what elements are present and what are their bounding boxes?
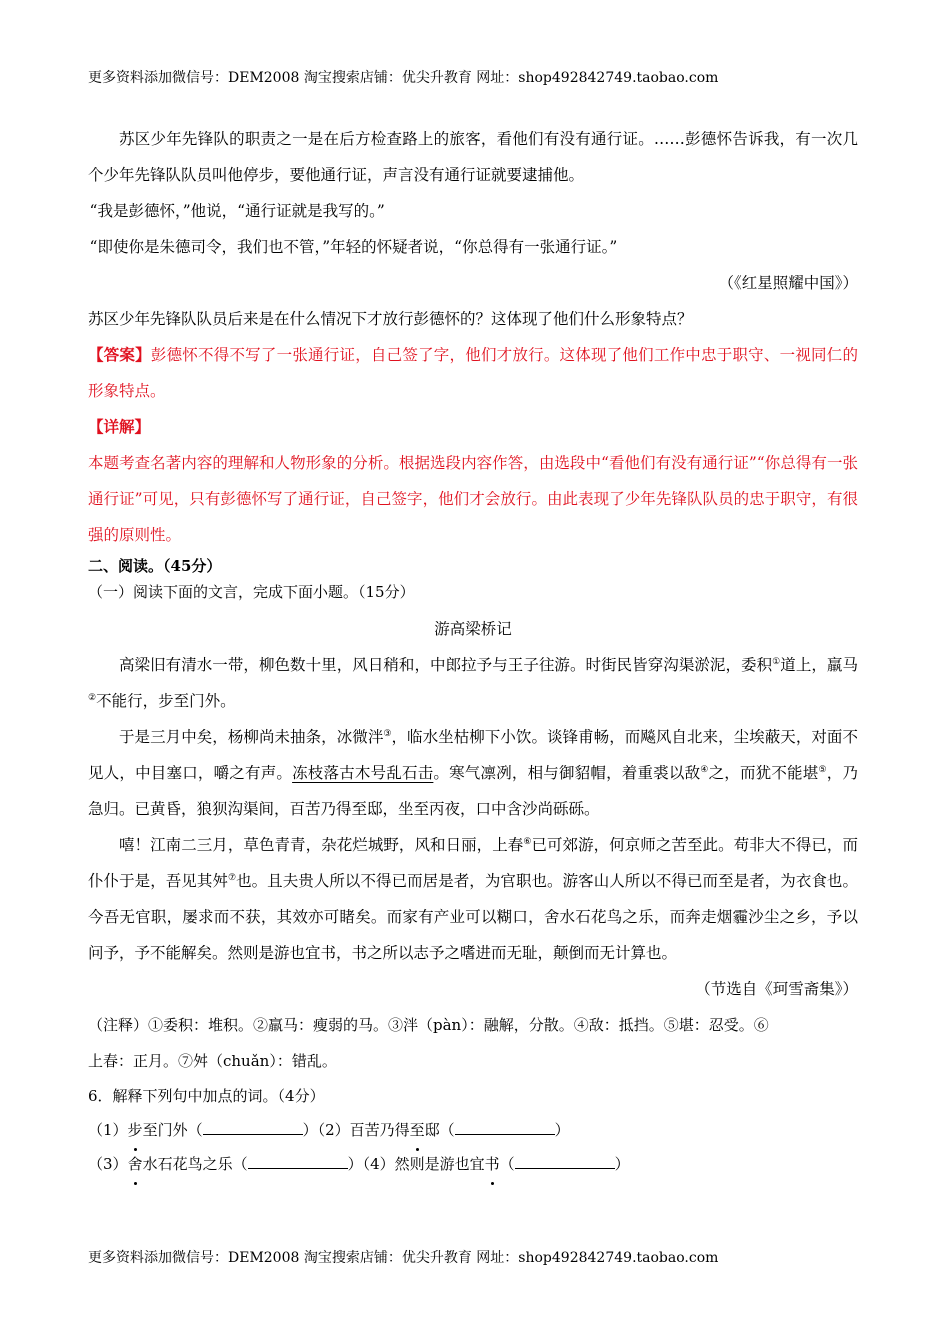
text-run: 。寒气凛冽，相与御貂帽，着重裘以敌 (433, 764, 701, 782)
underlined-sentence: 冻枝落古木号乱石击 (292, 764, 434, 782)
text-run: 水石花鸟之乐（ (142, 1155, 248, 1173)
text-run: ） (614, 1155, 630, 1173)
note-mark: ① (772, 656, 781, 667)
answer-blank-2[interactable] (455, 1118, 555, 1135)
answer-blank-3[interactable] (248, 1152, 348, 1169)
answer-blank-1[interactable] (203, 1118, 303, 1135)
text-run: 不能行，步至门外。 (96, 692, 236, 710)
detail-label: 【详解】 (88, 417, 151, 436)
text-run: 已可郊游，何京师之苦至此。苟非大不得已，而仆仆于是，吾见其舛 (88, 836, 858, 890)
page-header: 更多资料添加微信号：DEM2008 淘宝搜索店铺：优尖升教育 网址：shop492842749.taobao.com (88, 70, 719, 86)
text-run: 也。且夫贵人所以不得已而居是者，为官职也。游客山人所以不得已而至是者，为衣食也。今吾无官职，屡求而不获，其效亦可睹矣。而家有产业可以糊口，舍水石花鸟之乐，而奔走烟霾沙尘之乡，予以问予，予不能解矣。然则是游也宜书，书之所以志予之嗜进而无耻，颠倒而无计算也。 (88, 872, 858, 962)
essay-paragraph-1 (88, 647, 858, 719)
text-run: 嘻！江南二三月，草色青青，杂花烂城野，风和日丽，上春 (119, 836, 524, 854)
text-run: ，临水坐枯柳下小饮。谈锋甫畅，而飚风自北来，尘埃蔽天，对面不见人，中目塞口，嚼之有声。 (88, 728, 858, 782)
section-title: 二、阅读。（45分） (88, 557, 222, 575)
passage-question: 苏区少年先锋队队员后来是在什么情况下才放行彭德怀的？这体现了他们什么形象特点？ (88, 310, 693, 328)
text-run: 之，而犹不能堪 (708, 764, 819, 782)
text-run: ）（2）百苦乃得 (302, 1121, 410, 1139)
text-run: （1） (88, 1121, 128, 1139)
passage-paragraph-3: “即使你是朱德司令，我们也不管，”年轻的怀疑者说，“你总得有一张通行证。” (89, 238, 618, 256)
essay-paragraph-2 (88, 719, 858, 827)
note-mark: ④ (700, 764, 709, 775)
dotted-word: 舍 (128, 1147, 143, 1181)
text-run: ，乃急归。已黄昏，狼狈沟渠间，百苦乃得至邸，坐至丙夜，口中含沙尚砾砾。 (88, 764, 858, 818)
essay-source: （节选自《珂雪斋集》） (695, 980, 858, 998)
text-run: 于是三月中矣，杨柳尚未抽条，冰微泮 (119, 728, 384, 746)
dotted-word: 至 (410, 1113, 425, 1147)
question-6-row-2 (88, 1147, 858, 1181)
passage-paragraph-1: 苏区少年先锋队的职责之一是在后方检查路上的旅客，看他们有没有通行证。……彭德怀告诉我，有一次几个少年先锋队队员叫他停步，要他通行证，声言没有通行证就要逮捕他。 (88, 130, 858, 184)
section-subtitle: （一）阅读下面的文言，完成下面小题。（15分） (88, 583, 415, 601)
dotted-word: 书 (485, 1147, 500, 1181)
passage-source: （《红星照耀中国》） (718, 274, 858, 292)
answer-text: 彭德怀不得不写了一张通行证，自己签了字，他们才放行。这体现了他们工作中忠于职守、一视同仁的形象特点。 (88, 346, 858, 400)
note-mark: ⑤ (818, 764, 827, 775)
question-6-row-1 (88, 1113, 858, 1147)
text-run: ）（4）然则是游也宜 (347, 1155, 485, 1173)
text-run: 高梁旧有清水一带，柳色数十里，风日稍和，中郎拉予与王子往游。时街民皆穿沟渠淤泥，委积 (119, 656, 773, 674)
annotation-line-1: （注释）①委积：堆积。②羸马：瘦弱的马。③泮（pàn）：融解，分散。④敌：抵挡。⑤堪：忍受。⑥ (88, 1016, 769, 1034)
note-mark: ⑥ (523, 836, 532, 847)
answer-block (88, 337, 858, 409)
dotted-word: 步 (128, 1113, 143, 1147)
annotation-line-2: 上春：正月。⑦舛（chuǎn）：错乱。 (88, 1052, 337, 1070)
page-footer: 更多资料添加微信号：DEM2008 淘宝搜索店铺：优尖升教育 网址：shop492842749.taobao.com (88, 1250, 719, 1266)
text-run: ） (554, 1121, 570, 1139)
essay-paragraph-3 (88, 827, 858, 971)
passage-paragraph-2: “我是彭德怀，”他说，“通行证就是我写的。” (89, 202, 385, 220)
text-run: 至门外（ (142, 1121, 203, 1139)
text-run: 邸（ (424, 1121, 455, 1139)
answer-label: 【答案】 (88, 345, 151, 364)
detail-text: 本题考查名著内容的理解和人物形象的分析。根据选段内容作答，由选段中“看他们有没有通行证”“你总得有一张通行证”可见，只有彭德怀写了通行证，自己签字，他们才会放行。由此表现了少年先锋队队员的忠于职守，有很强的原则性。 (88, 454, 858, 544)
text-run: （3） (88, 1155, 128, 1173)
question-6-title: 6．解释下列句中加点的词。（4分） (88, 1087, 325, 1105)
text-run: 道上，羸马 (780, 656, 858, 674)
text-run: （ (499, 1155, 515, 1173)
note-mark: ⑦ (227, 872, 237, 883)
essay-title: 游高梁桥记 (434, 620, 512, 638)
page-content (88, 121, 858, 1181)
note-mark: ② (88, 692, 97, 703)
note-mark: ③ (383, 728, 392, 739)
answer-blank-4[interactable] (515, 1152, 615, 1169)
